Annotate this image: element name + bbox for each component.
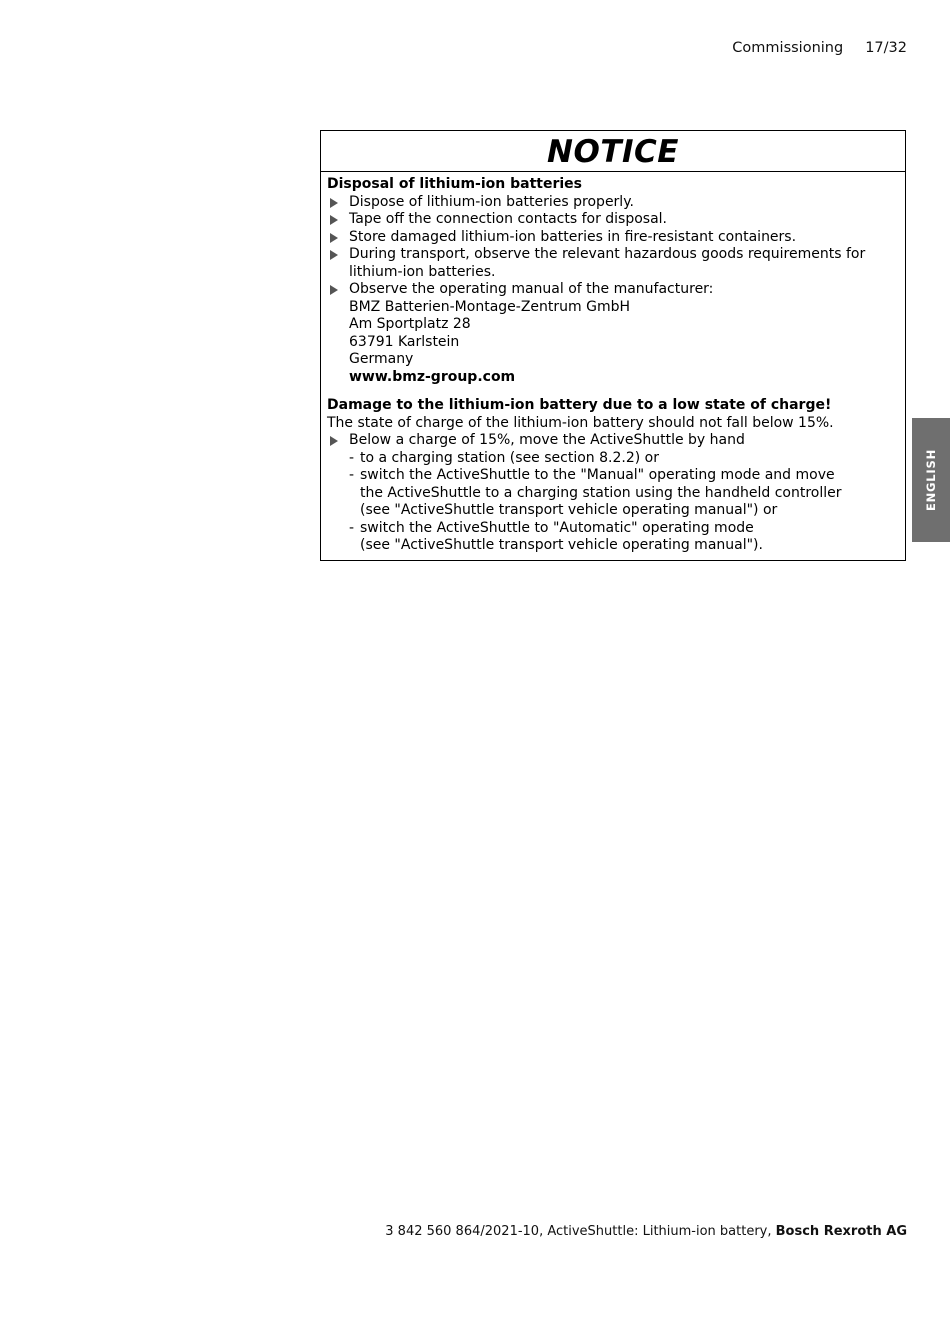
sub-item: - switch the ActiveShuttle to "Automatic" operating mode [349, 519, 754, 536]
arrow-icon [330, 233, 338, 243]
sub-item: - switch the ActiveShuttle to the "Manual" operating mode and move [349, 467, 835, 483]
notice-body [321, 172, 905, 555]
manufacturer-name: BMZ Batterien-Montage-Zentrum GmbH [349, 298, 631, 315]
list-item: Tape off the connection contacts for disposal. [327, 211, 899, 229]
company-name: Bosch Rexroth AG [775, 1224, 907, 1239]
sub-item-continuation: (see "ActiveShuttle transport vehicle operating manual") or [360, 502, 778, 518]
sub-item-continuation: (see "ActiveShuttle transport vehicle operating manual"). [360, 537, 763, 553]
list-item: Store damaged lithium-ion batteries in fire-resistant containers. [327, 229, 899, 247]
list-item: Dispose of lithium-ion batteries properly. [327, 194, 899, 212]
page-header [732, 40, 907, 56]
arrow-icon [330, 285, 338, 295]
list-item: Below a charge of 15%, move the ActiveShuttle by hand [327, 432, 899, 450]
sub-item-continuation: the ActiveShuttle to a charging station using the handheld controller [360, 484, 842, 501]
language-label: ENGLISH [924, 448, 938, 512]
damage-text: The state of charge of the lithium-ion battery should not fall below 15%. [327, 414, 834, 431]
manufacturer-country: Germany [349, 351, 414, 367]
notice-title: NOTICE [321, 131, 905, 172]
manufacturer-website: www.bmz-group.com [349, 368, 516, 385]
arrow-icon [330, 215, 338, 225]
list-item-continuation: lithium-ion batteries. [349, 263, 496, 280]
page-number: 17/32 [865, 40, 907, 56]
section-title: Commissioning [732, 40, 844, 56]
manufacturer-street: Am Sportplatz 28 [349, 316, 471, 332]
notice-box [320, 130, 906, 561]
sub-item: - to a charging station (see section 8.2.2) or [349, 449, 659, 466]
document-info: 3 842 560 864/2021-10, ActiveShuttle: Lithium-ion battery, [385, 1224, 776, 1239]
disposal-heading: Disposal of lithium-ion batteries [327, 176, 582, 192]
language-tab [912, 418, 950, 542]
page-footer [385, 1224, 907, 1239]
list-item: Observe the operating manual of the manufacturer: [327, 281, 899, 299]
damage-heading: Damage to the lithium-ion battery due to a low state of charge! [327, 397, 832, 413]
arrow-icon [330, 250, 338, 260]
arrow-icon [330, 198, 338, 208]
manufacturer-city: 63791 Karlstein [349, 333, 460, 350]
arrow-icon [330, 436, 338, 446]
list-item: During transport, observe the relevant hazardous goods requirements for [327, 246, 899, 264]
